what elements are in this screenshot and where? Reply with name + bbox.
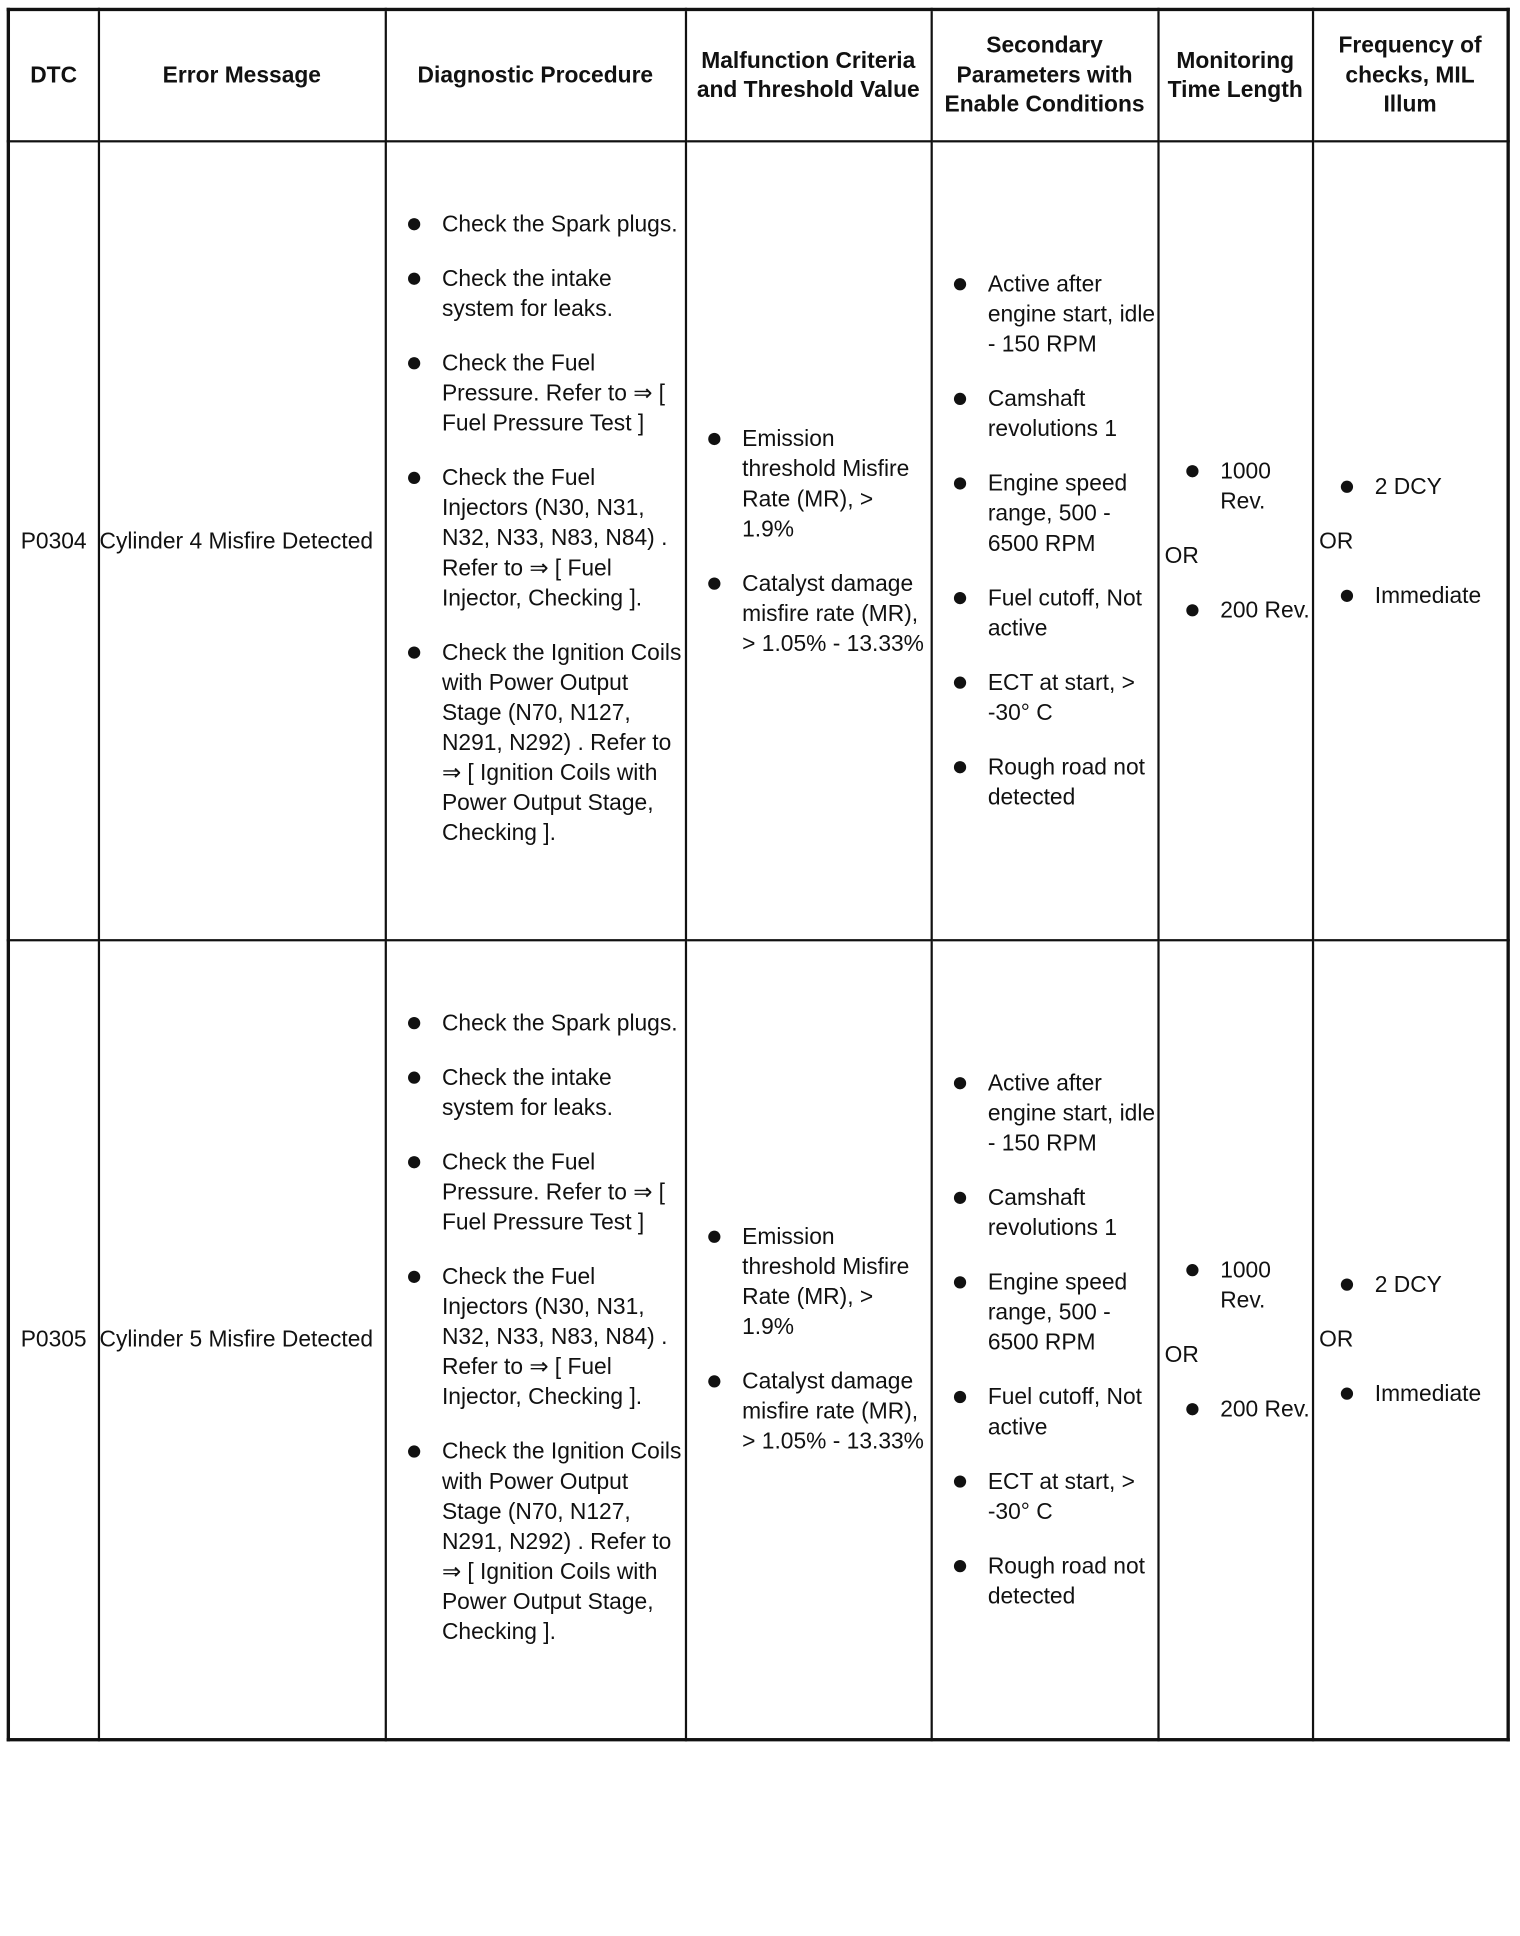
secondary-parameter: Active after engine start, idle - 150 RPM [932,1068,1157,1158]
diagnostic-procedure-cell [385,940,685,1739]
secondary-parameter: Rough road not detected [932,1551,1157,1611]
malfunction-criteria-cell [685,141,931,940]
frequency-option: Immediate [1319,1379,1506,1409]
dtc-code: P0305 [8,940,98,1739]
frequency-option: 2 DCY [1319,471,1506,501]
frequency-cell [1312,940,1508,1739]
secondary-parameter: Fuel cutoff, Not active [932,583,1157,643]
header-error-message: Error Message [98,9,385,141]
secondary-parameter: ECT at start, > -30° C [932,1466,1157,1526]
error-message: Cylinder 5 Misfire Detected [98,940,385,1739]
dtc-code: P0304 [8,141,98,940]
procedure-step: Check the Spark plugs. [386,1008,684,1038]
procedure-step: Check the intake system for leaks. [386,264,684,324]
malfunction-criteria-cell [685,940,931,1739]
monitoring-option: 1000 Rev. [1165,1255,1312,1315]
procedure-step: Check the Ignition Coils with Power Output Stage (N70, N127, N291, N292) . Refer to ⇒ [ Ignition Coils with Power Output Stage, Checking ]. [386,1436,684,1646]
header-monitoring-time: Monitoring Time Length [1158,9,1313,141]
header-row [8,9,1508,141]
secondary-parameters-cell [931,940,1158,1739]
secondary-parameter: Camshaft revolutions 1 [932,1183,1157,1243]
procedure-step: Check the Ignition Coils with Power Output Stage (N70, N127, N291, N292) . Refer to ⇒ [ Ignition Coils with Power Output Stage, Checking ]. [386,638,684,848]
frequency-cell [1312,141,1508,940]
or-separator: OR [1319,527,1354,554]
monitoring-time-cell [1158,940,1313,1739]
or-separator: OR [1319,1326,1354,1353]
malfunction-criterion: Emission threshold Misfire Rate (MR), > 1.9% [687,423,930,543]
procedure-step: Check the Fuel Injectors (N30, N31, N32, N33, N83, N84) . Refer to ⇒ [ Fuel Injector, Checking ]. [386,1262,684,1412]
monitoring-time-cell [1158,141,1313,940]
dtc-table [7,8,1510,1741]
or-separator: OR [1164,542,1199,569]
secondary-parameter: ECT at start, > -30° C [932,668,1157,728]
secondary-parameter: Fuel cutoff, Not active [932,1382,1157,1442]
procedure-step: Check the Fuel Pressure. Refer to ⇒ [ Fuel Pressure Test ] [386,1147,684,1237]
secondary-parameter: Engine speed range, 500 - 6500 RPM [932,468,1157,558]
malfunction-criterion: Catalyst damage misfire rate (MR), > 1.05% - 13.33% [687,568,930,658]
table-row [8,940,1508,1739]
header-secondary-parameters: Secondary Parameters with Enable Conditions [931,9,1158,141]
header-malfunction-criteria: Malfunction Criteria and Threshold Value [685,9,931,141]
monitoring-option: 200 Rev. [1165,1394,1312,1424]
secondary-parameter: Active after engine start, idle - 150 RPM [932,269,1157,359]
frequency-option: Immediate [1319,580,1506,610]
diagnostic-procedure-cell [385,141,685,940]
secondary-parameter: Camshaft revolutions 1 [932,384,1157,444]
secondary-parameter: Rough road not detected [932,752,1157,812]
header-dtc: DTC [8,9,98,141]
procedure-step: Check the Fuel Injectors (N30, N31, N32, N33, N83, N84) . Refer to ⇒ [ Fuel Injector, Checking ]. [386,463,684,613]
malfunction-criterion: Catalyst damage misfire rate (MR), > 1.05% - 13.33% [687,1367,930,1457]
malfunction-criterion: Emission threshold Misfire Rate (MR), > 1.9% [687,1222,930,1342]
or-separator: OR [1164,1341,1199,1368]
table-row [8,141,1508,940]
header-diagnostic-procedure: Diagnostic Procedure [385,9,685,141]
procedure-step: Check the Fuel Pressure. Refer to ⇒ [ Fuel Pressure Test ] [386,348,684,438]
procedure-step: Check the Spark plugs. [386,209,684,239]
secondary-parameter: Engine speed range, 500 - 6500 RPM [932,1267,1157,1357]
frequency-option: 2 DCY [1319,1270,1506,1300]
error-message: Cylinder 4 Misfire Detected [98,141,385,940]
header-frequency: Frequency of checks, MIL Illum [1312,9,1508,141]
secondary-parameters-cell [931,141,1158,940]
monitoring-option: 1000 Rev. [1165,456,1312,516]
procedure-step: Check the intake system for leaks. [386,1062,684,1122]
monitoring-option: 200 Rev. [1165,595,1312,625]
